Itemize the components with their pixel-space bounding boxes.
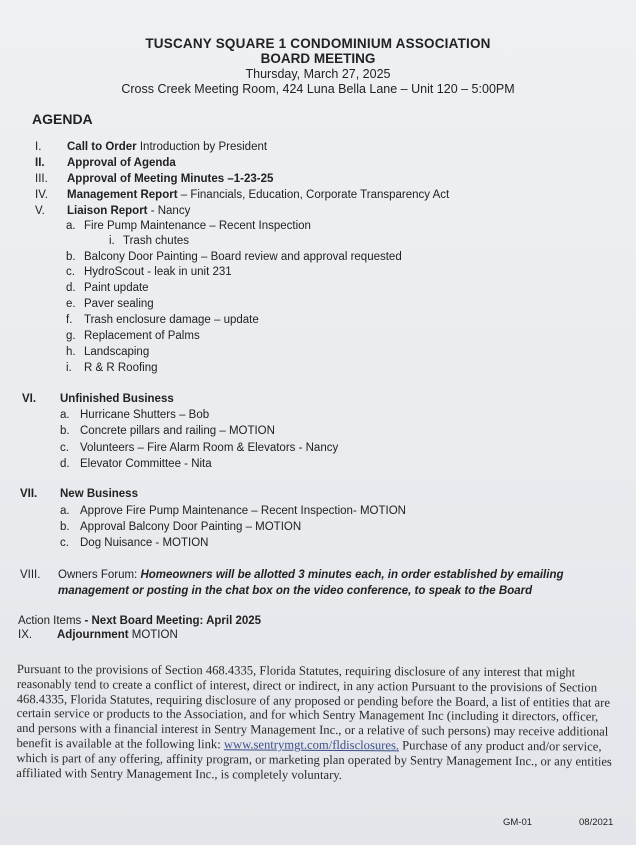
sub-item: Fire Pump Maintenance – Recent Inspection [84,220,311,232]
sub-item: Concrete pillars and railing – MOTION [80,425,275,437]
sub-letter: b. [60,521,70,533]
item-title: Management Report [67,189,178,201]
agenda-item-approval-agenda [67,156,176,170]
item-title: Liaison Report [67,205,148,217]
sub-item: Elevator Committee - Nita [80,458,212,470]
item-title: Adjournment [57,629,129,641]
sub-letter: a. [66,220,76,232]
item-number: IV. [35,189,49,201]
action-items-label: Action Items [18,615,82,627]
item-number: VIII. [20,569,41,581]
agenda-item-management-report [67,188,449,202]
form-date: 08/2021 [579,817,614,828]
sub-letter: c. [60,442,69,454]
meeting-location: Cross Creek Meeting Room, 424 Luna Bella Lane – Unit 120 – 5:00PM [121,82,515,96]
meeting-title: BOARD MEETING [260,51,376,66]
item-number: III. [35,173,48,185]
item-number: II. [35,157,45,169]
sub-item: Trash enclosure damage – update [84,314,259,326]
item-detail: Introduction by President [136,141,268,153]
item-title: Approval of Meeting Minutes [67,173,225,185]
sub-letter: d. [60,458,70,470]
next-meeting: - Next Board Meeting: April 2025 [81,615,262,627]
sub-letter: b. [60,425,70,437]
item-number: I. [35,141,42,153]
item-title: Owners Forum: [58,569,141,581]
sub-letter: f. [66,314,73,326]
item-detail: –1-23-25 [224,173,274,185]
sub-letter: e. [66,298,76,310]
sub-item: Approve Fire Pump Maintenance – Recent Inspection- MOTION [80,505,406,517]
item-number: VII. [20,488,38,500]
item-number: VI. [22,393,37,405]
form-number: GM-01 [503,817,533,828]
action-items [18,614,261,628]
sub-item: Volunteers – Fire Alarm Room & Elevators - Nancy [80,442,339,454]
sub-item: Balcony Door Painting – Board review and approval requested [84,251,402,263]
item-detail: Homeowners will be allotted 3 minutes each, in order established by emailing [140,569,564,581]
sub-letter: i. [66,362,72,374]
sub-letter: c. [60,537,69,549]
disclosure-link[interactable]: www.sentrymgt.com/fldisclosures. [223,737,400,753]
sub-letter: i. [109,235,115,247]
item-number: IX. [18,629,33,641]
agenda-item-approval-minutes [67,172,273,186]
agenda-item-liaison-report [67,204,190,218]
sub-item: Hurricane Shutters – Bob [80,409,210,421]
sub-item: Paint update [84,282,149,294]
item-detail: - Nancy [147,205,191,217]
sub-letter: a. [60,505,70,517]
association-title: TUSCANY SQUARE 1 CONDOMINIUM ASSOCIATION [145,36,491,51]
item-detail: MOTION [128,629,178,641]
sub-item: Paver sealing [84,298,154,310]
sub-letter: h. [66,346,76,358]
disclosure-paragraph [16,662,615,784]
item-number: V. [35,205,45,217]
sub-letter: c. [66,266,75,278]
sub-item: Replacement of Palms [84,330,200,342]
sub-item: Approval Balcony Door Painting – MOTION [80,521,302,533]
agenda-item-owners-forum [58,568,564,582]
item-title: New Business [60,488,138,500]
sub-letter: a. [60,409,70,421]
sub-item: Landscaping [84,346,150,358]
disclosure-text: Pursuant to the provisions of Section 468.4335, Florida Statutes, requiring disclosure of any interest that might reasonably tend to create a conflict of interest, direct or indirect, in any action Pursuant to the provisions of Section 468.4335, Florida Statutes, requiring disclosure of any proposed or pending before the Board, a list of entities that are certain service or products to the Association, and for which Sentry Management Inc (including it directors, officer, and persons with a financial interest in Sentry Management Inc., or a relative of such persons) may receive additional benefit is available at the following link: [16,662,610,752]
agenda-item-call-to-order [67,140,267,154]
item-title: Call to Order [67,141,137,153]
disclosure-text-continued: Purchase of any product and/or service, which is part of any offering, affinity program, or marketing plan operated by Sentry Management Inc., or any entities affiliated with Sentry Management Inc., is completely voluntary. [16,738,612,782]
owners-forum-continued: management or posting in the chat box on the video conference, to speak to the Board [58,585,533,597]
item-title: Approval of Agenda [67,157,176,169]
agenda-heading: AGENDA [32,111,93,127]
sub-item: R & R Roofing [84,362,158,374]
agenda-item-unfinished-business [60,392,174,406]
sub-letter: b. [66,251,76,263]
sub-item: HydroScout - leak in unit 231 [84,266,232,278]
agenda-item-new-business [60,487,138,501]
meeting-date: Thursday, March 27, 2025 [245,67,391,81]
item-detail: – Financials, Education, Corporate Transparency Act [177,189,450,201]
sub-letter: d. [66,282,76,294]
sub-item: Dog Nuisance - MOTION [80,537,209,549]
item-title: Unfinished Business [60,393,174,405]
sub-item: Trash chutes [123,235,190,247]
agenda-item-adjournment [57,628,178,642]
sub-letter: g. [66,330,76,342]
